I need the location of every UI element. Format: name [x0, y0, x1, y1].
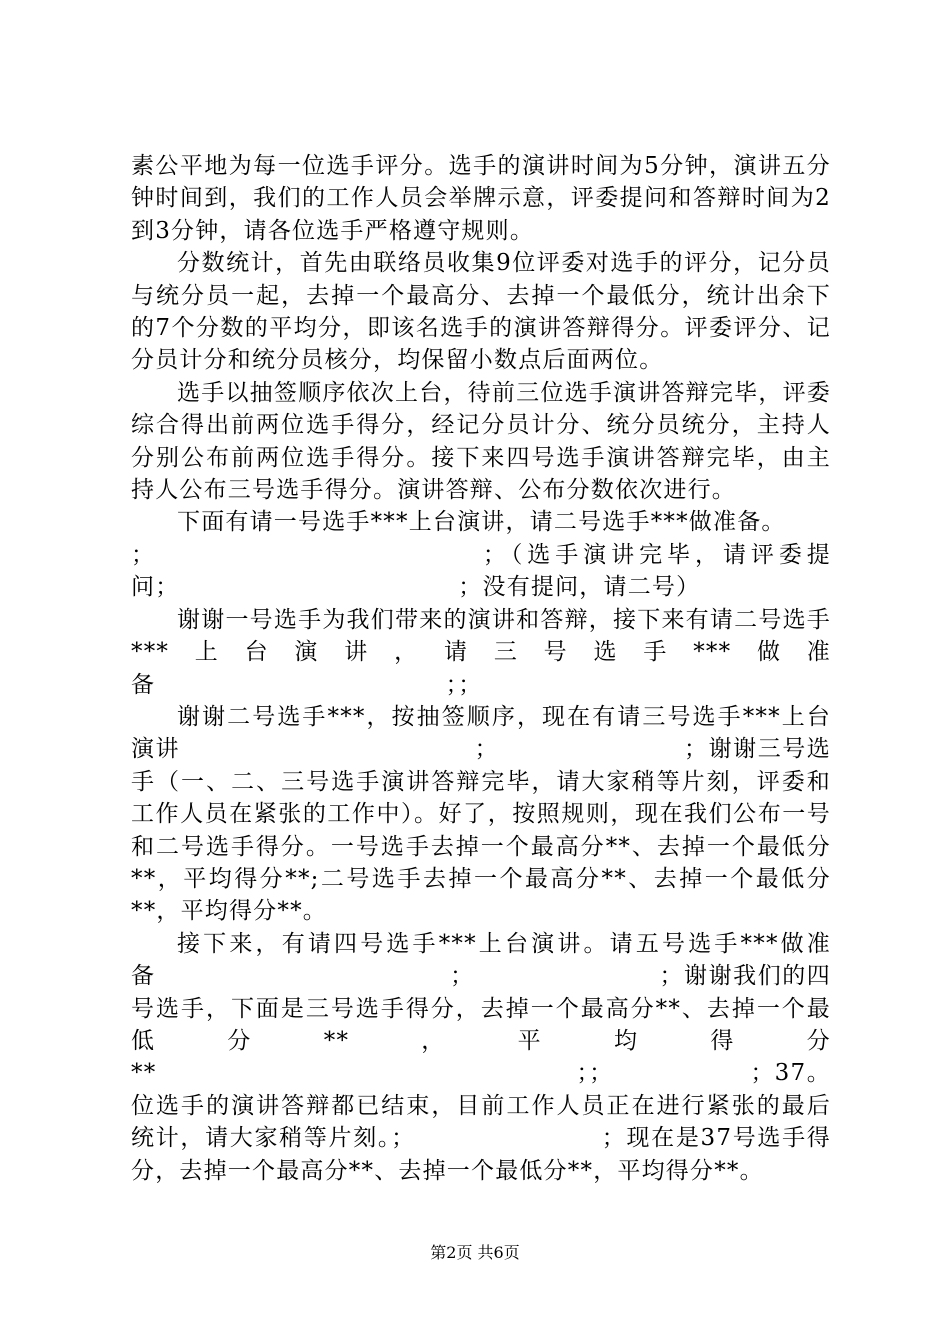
paragraph: 接下来，有请四号选手***上台演讲。请五号选手***做准备 ； ；谢谢我们的四号选手，下面是三号选手得分，去掉一个最高分**、去掉一个最低分**，平均得分** ；； ；37。位选手的演讲答辩都已结束，目前工作人员正在进行紧张的最后统计，请大家稍等片刻。； ；现在是37号选手得分，去掉一个最高分**、去掉一个最低分**，平均得分**。 — [131, 930, 831, 1184]
paragraph: 谢谢二号选手***，按抽签顺序，现在有请三号选手***上台演讲 ； ；谢谢三号选手（一、二、三号选手演讲答辩完毕，请大家稍等片刻，评委和工作人员在紧张的工作中）。好了，按照规则，现在我们公布一号和二号选手得分。一号选手去掉一个最高分**、去掉一个最低分**，平均得分**;二号选手去掉一个最高分**、去掉一个最低分**，平均得分**。 — [131, 703, 831, 925]
paragraph: ； ；（选手演讲完毕，请评委提问； ；没有提问，请二号） — [131, 541, 831, 601]
paragraph: 分数统计，首先由联络员收集9位评委对选手的评分，记分员与统分员一起，去掉一个最高分、去掉一个最低分，统计出余下的7个分数的平均分，即该名选手的演讲答辩得分。评委评分、记分员计分和统分员核分，均保留小数点后面两位。 — [131, 250, 831, 374]
page-footer: 第2页 共6页 — [430, 1243, 520, 1262]
body-text — [131, 150, 831, 1187]
paragraph: 下面有请一号选手***上台演讲，请二号选手***做准备。 — [177, 509, 786, 536]
paragraph: 选手以抽签顺序依次上台，待前三位选手演讲答辩完毕，评委综合得出前两位选手得分，经记分员计分、统分员统分，主持人分别公布前两位选手得分。接下来四号选手演讲答辩完毕，由主持人公布三号选手得分。演讲答辩、公布分数依次进行。 — [131, 379, 831, 504]
paragraph: 素公平地为每一位选手评分。选手的演讲时间为5分钟，演讲五分钟时间到，我们的工作人员会举牌示意，评委提问和答辩时间为2到3分钟，请各位选手严格遵守规则。 — [131, 153, 831, 244]
paragraph: 谢谢一号选手为我们带来的演讲和答辩，接下来有请二号选手***上台演讲，请三号选手***做准备 ；； — [131, 606, 831, 698]
